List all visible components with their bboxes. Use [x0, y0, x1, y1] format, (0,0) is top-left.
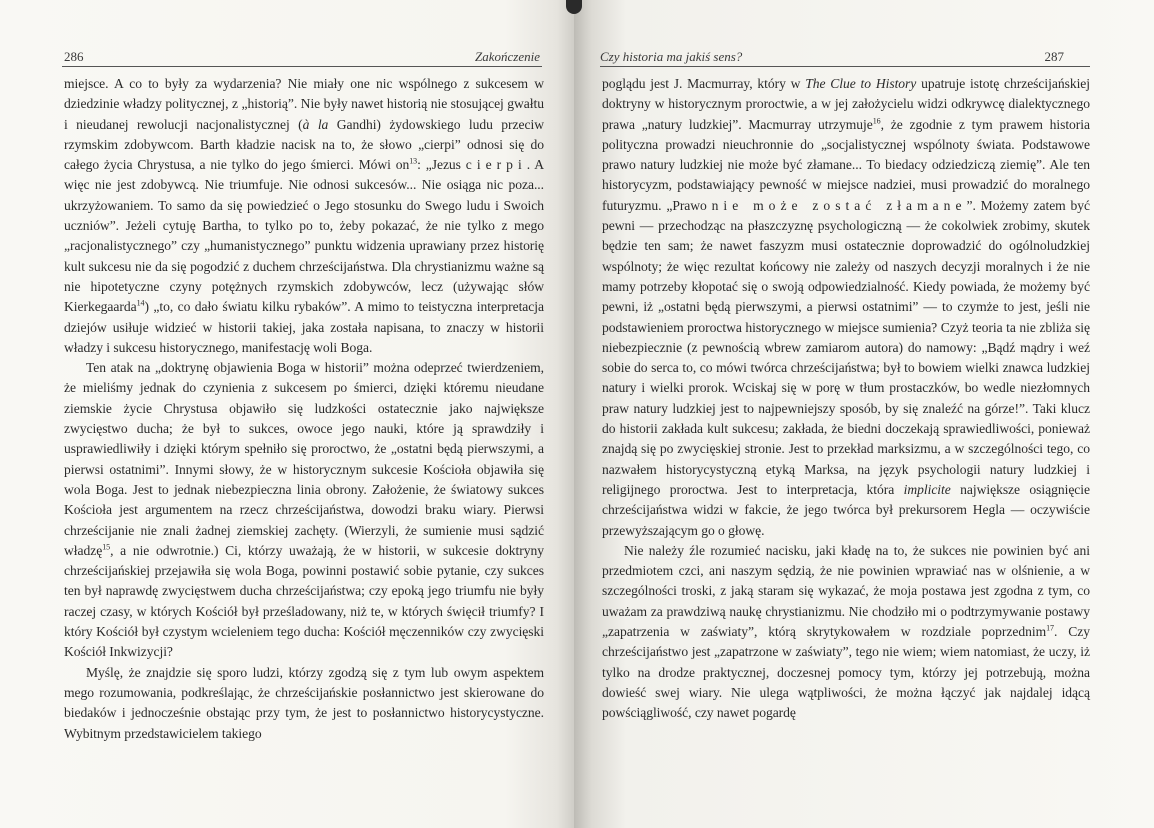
text-run: ) „to, co dało światu kilku rybaków”. A mimo to teistyczna interpretacja dziejów usiłuje widzieć w historii takiej, jaka została napisana, to znaczy w historii władzy i sukcesu historycznego, manifestację woli Boga. [64, 299, 544, 355]
text-run: : „Jezus [417, 157, 466, 173]
footnote-ref: 16 [872, 116, 881, 126]
footnote-ref: 14 [136, 298, 145, 308]
text-run: , a nie odwrotnie.) Ci, którzy uważają, że w historii, w sukcesie doktryny chrześcijańskiej przejawiła się wola Boga, powinni postawić sobie pytanie, czy sukces ten był naprawdę zwycięstwem ducha chrześcijaństwa; czy epoką jego triumfu nie były raczej czasy, w których Kościół był prześladowany, niż te, w których święcił triumfy? I który Kościół był czystym wcieleniem tego ducha: Kościół męczenników czy zwycięski Kościół Inkwizycji? [64, 542, 544, 660]
text-run: . A więc nie jest zdobywcą. Nie triumfuje. Nie odnosi sukcesów... Nie osiąga nic poza... ukrzyżowaniem. To samo da się powiedzieć o Jego stosunku do Swego ludu i Swoich uczniów”. Jeżeli cytuję Bartha, to tylko po to, żeby pokazać, że nie tylko z mego „racjonalistycznego” czy „humanistycznego” punktu widzenia uprawiany przez historię kult sukcesu nie da się pogodzić z duchem chrześcijaństwa. Dla chrystianizmu ważne są nie hipotetyczne czyny potężnych rzymskich zdobywców, lecz (używając słów Kierkegaarda [64, 157, 544, 315]
text-run: Nie należy źle rozumieć nacisku, jaki kładę na to, że sukces nie powinien być ani przedmiotem czci, ani naszym sędzią, że nie powinien wprawiać nas w olśnienie, a w szczególności troski, z jaką staram się wykazać, że moja postawa jest zgodna z tym, co uważam za prawdziwą naukę chrystianizmu. Nie chodziło mi o podtrzymywanie postawy „zapatrzenia w zaświaty”, którą skrytykowałem w rozdziale poprzednim [602, 542, 1090, 640]
right-paragraph-1 [602, 74, 1090, 541]
right-running-header: Czy historia ma jakiś sens? [600, 49, 743, 64]
left-paragraph-1 [64, 74, 544, 358]
text-run: Gandhi) żydowskiego ludu przeciw rzymskim zdobywcom. Barth kładzie nacisk na to, że słowo „cierpi” odnosi się do całego życia Chrystusa, a nie tylko do jego śmierci. Mówi on [64, 116, 544, 173]
italic-run: à la [302, 116, 329, 132]
right-page-body [602, 74, 1090, 724]
text-run: poglądu jest J. Macmurray, który w [602, 76, 806, 91]
footnote-ref: 17 [1046, 623, 1055, 633]
book-title: The Clue to History [805, 76, 917, 91]
spaced-run: nie może zostać złamane [711, 197, 967, 213]
right-page [574, 0, 1154, 828]
text-run: upatruje istotę chrześcijańskiej doktryny w historycznym proroctwie, a w jej założycielu widzi odkrywcę dialektycznego prawa „natury ludzkiej”. Macmurray utrzymuje [602, 76, 1091, 132]
left-page-number: 286 [64, 49, 84, 64]
left-paragraph-2 [64, 358, 544, 662]
footnote-ref: 15 [102, 542, 111, 552]
left-page-body [64, 74, 544, 744]
text-run: Ten atak na „doktrynę objawienia Boga w historii” można odeprzeć twierdzeniem, że mieliśmy jednak do czynienia z sukcesem po śmierci, dzięki któremu nieudane ziemskie życie Chrystusa objawiło się ludzkości ostatecznie jako największe zwycięstwo ducha; że był to sukces, owoce jego nauki, które ją sprawdziły i usprawiedliwiły i dzięki którym spełniło się proroctwo, że „ostatni będą pierwszymi, a pierwsi ostatnimi”. Innymi słowy, że w historycznym sukcesie Kościoła objawiła się wola Boga. Jest to jednak niebezpieczna linia obrony. Założenie, że światowy sukces Kościoła jest argumentem na rzecz chrześcijaństwa, dowodzi braku wiary. Pierwsi chrześcijanie nie znali żadnej ziemskiej zachęty. (Wierzyli, że sumienie musi sądzić władzę [64, 360, 544, 558]
text-run: ”. Możemy zatem być pewni — przechodząc na płaszczyznę psychologiczną — że cokolwiek zrobimy, skutek będzie ten sam; że nawet faszyzm musi ostatecznie doprowadzić do ogólnoludzkiej wspólnoty; że więc rezultat końcowy nie zależy od naszych decyzji moralnych i że nie mamy potrzeby kłopotać się o swoją odpowiedzialność. Kiedy powiada, że możemy być pewni, iż „ostatni będą pierwszymi, a pierwsi ostatnimi” — to czymże to jest, jeśli nie podstawieniem proroctwa historycznego w miejsce sumienia? Czyż teoria ta nie zbliża się niebezpiecznie (z pewnością wbrew zamiarom autora) do namowy: „Bądź mądry i weź sobie do serca to, co mówi twórca chrześcijaństwa; był to bowiem wielki znawca ludzkiej natury i wielki prorok. Wciskaj się w porę w tłum prostaczków, bo wedle niezłomnych praw natury ludzkiej jest to najpewniejszy sposób, by się znaleźć na górze!”. Taki klucz do historii zakłada kult sukcesu; zakłada, że biedni doczekają sprawiedliwości, ponieważ znajdą się po zwycięskiej stronie. Jest to przekład marksizmu, a w szczególności tego, co nazwałem historycystyczną etyką Marksa, na język psychologii natury ludzkiej i religijnego proroctwa. Jest to interpretacja, która [602, 197, 1090, 497]
text-run: . Czy chrześcijaństwo jest „zapatrzone w zaświaty”, tego nie wiem; wiem natomiast, że uczy, iż tylko na drodze praktycznej, doczesnej pomocy tym, którzy jej potrzebują, można dowieść swej wiary. Nie ulega wątpliwości, że można łączyć jak najdalej idącą powściągliwość, czy nawet pogardę [602, 624, 1090, 721]
text-run: miejsce. A co to były za wydarzenia? Nie miały one nic wspólnego z sukcesem w dziedzinie władzy politycznej, z „historią”. Nie były nawet historią nie stosującej gwałtu i nieudanej rewolucji nacjonalistycznej ( [64, 76, 544, 132]
right-page-number: 287 [1044, 49, 1064, 64]
spaced-run: cierpi [465, 157, 527, 173]
right-header-rule [600, 66, 1090, 67]
left-page [0, 0, 574, 828]
left-running-header: Zakończenie [475, 49, 540, 64]
italic-run: implicite [903, 481, 951, 497]
text-run: , że zgodnie z tym prawem historia polityczna prowadzi nieuchronnie do „socjalistycznej wspólnoty świata. Podstawowe prawo natury ludzkiej nie może być złamane... To biedacy odziedziczą ziemię”. Ale ten historycyzm, podstawiający pewność w miejsce nadziei, musi prowadzić do moralnego futuryzmu. „Prawo [602, 116, 1090, 213]
right-paragraph-2 [602, 541, 1090, 724]
text-run: największe osiągnięcie chrześcijaństwa widzi w fakcie, że jego twórca był prekursorem Hegla — oczywiście przewyższającym go o głowę. [602, 481, 1091, 538]
footnote-ref: 13 [409, 156, 418, 166]
left-header-rule [62, 66, 542, 67]
left-paragraph-3: Myślę, że znajdzie się sporo ludzi, którzy zgodzą się z tym lub owym aspektem mego rozumowania, podkreślając, że chrześcijańskie posłannictwo jest skierowane do biedaków i jednocześnie obstając przy tym, że jest to posłannictwo historycystyczne. Wybitnym przedstawicielem takiego [64, 664, 544, 741]
